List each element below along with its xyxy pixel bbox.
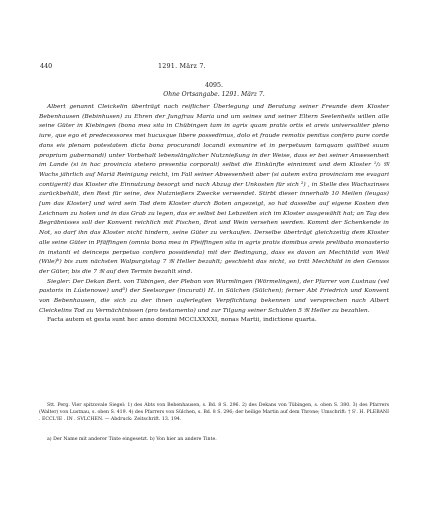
- page-header: [40, 62, 388, 72]
- body-paragraph: Siegler: Der Dekan Bert. von Tübingen, der Pleban von Wurmlingen (Wörmelingen), der Pfarrer von Lustnau (vel pastoris in Lústenowe) und³) der Seelsorger (incurati) H. in Sülchen (Sülchen); ferner Abt Friedrich und Konvent von Bebenhausen, die sich zu der ihnen auferlegten Verpflichtung bekennen und versprechen nach Albert Cleickelins Tod zu Vermächtnissen (pro testamento) und zur Tilgung seiner Schulden 5 𝔐 Heller zu bezahlen.: [39, 277, 389, 314]
- body-paragraph: Facta autem et gesta sunt hec anno domini MCCLXXXXI, nonas Martii, indictione quarta.: [47, 316, 317, 324]
- body-paragraph: Albert genannt Cleickelin überträgt nach reiflicher Überlegung und Beratung seiner Freunde dem Kloster Bebenhausen (Bebinhusen) zu Ehren der Jungfrau Maria und um seines und seiner Eltern Seelenheils willen alle seine Güter in Kiebingen (bona mea sita in Chübingen tam in agris quam pratis ortis et areis universaliter pleno iure, que ego et predecessores mei hucusque libere possedimus, dolo et fraude remotis penitus confero pure corde dans eis plenam potestatem dicta bona procurandi locandi exmunire et in perpetuum tamquam quilibet suum proprium gubernandi) unter Vorbehalt lebenslänglicher Nutznießung in der Weise, dass er bei seiner Anwesenheit im Lande (si in hac provincia stetero presentia corporali) selbst die Einkünfte einnimmt und dem Kloster ¹/₂ 𝔐 Wachs jährlich auf Mariä Reinigung reicht, im Fall seiner Abwesenheit aber (si autem extra provinciam me evagari contigerit) das Kloster die Einnutzung besorgt und nach Abzug der Unkosten für sich ²) , in Stelle des Wachszinses zurückbehält, den Rest für seine, des Nutznießers Zwecke verwendet. Stirbt dieser innerhalb 10 Meilen (leugas) [um das Kloster] und wird sein Tod dem Kloster durch Boten angezeigt, so hat dasselbe auf eigene Kosten den Leichnam zu holen und in das Grab zu legen, das er selbst bei Lebzeiten sich im Kloster ausgewählt hat; an Tag des Begräbnisses soll der Konvent reichlich mit Fischen, Brot und Wein versehen werden. Kommt der Schenkende in Not, so darf ihn das Kloster nicht hindern, seine Güter zu verkaufen. Derselbe überträgt gleichzeitig dem Kloster alle seine Güter in Pfäffingen (omnia bona mea in Pfeiffingen sita in agris pratis domibus areis prelibato monasterio in instanti et deinceps perpetuo confero possidenda) mit der Bedingung, dass es davon an Mechthild von Weil (Wile)ᵇ) bis zum nächsten Walpurgistag 7 𝔐 Heller bezahlt; geschieht das nicht, so tritt Mechthild in den Genuss der Güter, bis die 7 𝔐 auf den Termin bezahlt sind.: [39, 103, 389, 275]
- document-place-date: Ohne Ortsangabe. 1291. März 7.: [163, 91, 265, 98]
- header-date: 1291. März 7.: [158, 62, 206, 70]
- document-number: 4095.: [204, 82, 224, 89]
- footnote: a) Der Name mit anderer Tinte eingesetzt. b) Von hier an andere Tinte.: [47, 437, 217, 442]
- document-body: [39, 102, 389, 325]
- archival-notes: [39, 402, 389, 423]
- page-number: 440: [40, 62, 53, 70]
- footnotes: [47, 436, 387, 443]
- note-paragraph: Stt. Perg. Vier spitzovale Siegel: 1) des Abts von Bebenhausen, s. Bd. 8 S. 296. 2) des Dekans von Tübingen, s. oben S. 380. 3) des Pfarrers (Walter) von Lustnau, s. oben S. 419. 4) des Pfarrers von Sülchen, s. Bd. 8 S. 296; der heilige Martin auf dem Throne; Umschrift: † S'. H. PLEBANI . ECCL'IE . IN . SVLCHEN. — Abdruck: Zeitschrift. 13. 194.: [39, 403, 389, 423]
